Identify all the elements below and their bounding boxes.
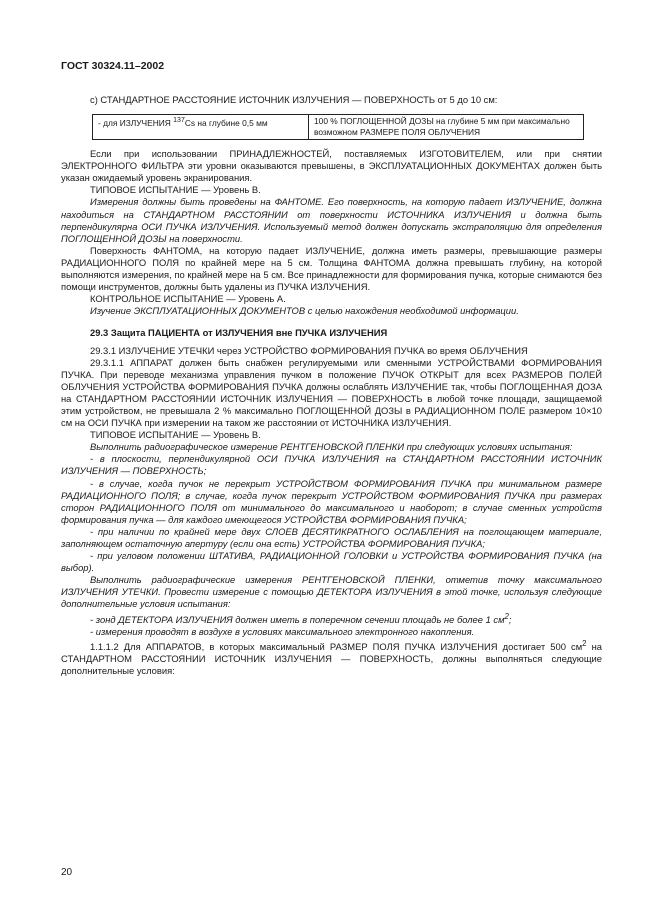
- paragraph: Измерения должны быть проведены на ФАНТОМЕ. Его поверхность, на которую падает ИЗЛУЧЕНИЕ, должна находиться на СТАНДАРТНОМ РАССТОЯНИИ от поверхности ИСТОЧНИКА ИЗЛУЧЕНИЯ и должна быть перпендикулярна ОСИ ПУЧКА ИЗЛУЧЕНИЯ. Используемый метод должен допускать экстраполяцию для определения ПОГЛОЩЕННОЙ ДОЗЫ на поверхности.: [61, 196, 602, 244]
- list-item: - при наличии по крайней мере двух СЛОЕВ ДЕСЯТИКРАТНОГО ОСЛАБЛЕНИЯ на поглощающем материале, заполняющем остаточную апертуру (если она есть) УСТРОЙСТВА ФОРМИРОВАНИЯ ПУЧКА;: [61, 525, 602, 549]
- section-heading-29-3: 29.3 Защита ПАЦИЕНТА от ИЗЛУЧЕНИЯ вне ПУЧКА ИЗЛУЧЕНИЯ: [90, 327, 388, 339]
- paragraph: Если при использовании ПРИНАДЛЕЖНОСТЕЙ, поставляемых ИЗГОТОВИТЕЛЕМ, или при снятии ЭЛЕКТРОННОГО ФИЛЬТРА эти уровни оказываются превышены, в ЭКСПЛУАТАЦИОННЫХ ДОКУМЕНТАХ должен быть указан ожидаемый уровень экранирования.: [61, 148, 602, 184]
- isotope-mass-number: 137: [173, 117, 185, 125]
- clause-29-3-1-1: 29.3.1.1 АППАРАТ должен быть снабжен регулируемыми или сменными УСТРОЙСТВАМИ ФОРМИРОВАНИЯ ПУЧКА. При переводе механизма управления пучком в положение ПУЧОК ОТКРЫТ для всех РАЗМЕРОВ ПОЛЕЙ ОБЛУЧЕНИЯ УСТРОЙСТВА ФОРМИРОВАНИЯ ПУЧКА должны ослаблять ИЗЛУЧЕНИЕ так, чтобы ПОГЛОЩЕННАЯ ДОЗА на СТАНДАРТНОМ РАССТОЯНИИ ИСТОЧНИК ИЗЛУЧЕНИЯ — ПОВЕРХНОСТЬ в любой точке площади, защищаемой этим устройством, не превышала 2 % максимально ПОГЛОЩЕННОЙ ДОЗЫ в РАДИАЦИОННОМ ПОЛЕ размером 10×10 см на ОСИ ПУЧКА при измерении на таком же расстоянии от ИСТОЧНИКА ИЗЛУЧЕНИЯ.: [61, 356, 602, 429]
- list-item: - измерения проводят в воздухе в условиях максимального электронного накопления.: [90, 625, 475, 637]
- control-test-label: КОНТРОЛЬНОЕ ИСПЫТАНИЕ — Уровень А.: [90, 293, 286, 305]
- list-item: - в случае, когда пучок не перекрыт УСТРОЙСТВОМ ФОРМИРОВАНИЯ ПУЧКА при минимальном размере РАДИАЦИОННОГО ПОЛЯ; в случае, когда пучок перекрыт УСТРОЙСТВОМ ФОРМИРОВАНИЯ ПУЧКА при размерах сторон РАДИАЦИОННОГО ПОЛЯ от минимального до максимального и наоборот; в случае сменных устройств формирования пучка — для каждого имеющегося УСТРОЙСТВА ФОРМИРОВАНИЯ ПУЧКА;: [61, 477, 602, 525]
- paragraph: Выполнить радиографические измерения РЕНТГЕНОВСКОЙ ПЛЕНКИ, отметив точку максимального ИЗЛУЧЕНИЯ УТЕЧКИ. Провести измерение с помощью ДЕТЕКТОРА ИЗЛУЧЕНИЯ в этой точке, используя следующие дополнительные условия испытания:: [61, 574, 602, 610]
- list-item: - при угловом положении ШТАТИВА, РАДИАЦИОННОЙ ГОЛОВКИ и УСТРОЙСТВА ФОРМИРОВАНИЯ ПУЧКА (на выбор).: [61, 550, 602, 574]
- paragraph: Поверхность ФАНТОМА, на которую падает ИЗЛУЧЕНИЕ, должна иметь размеры, превышающие размеры РАДИАЦИОННОГО ПОЛЯ по крайней мере на 5 см. Толщина ФАНТОМА должна превышать глубину, на которой выполняются измерения, по крайней мере на 5 см. Все принадлежности для формирования пучка, которые снимаются без помощи инструментов, должны быть удалены из ПУЧКА ИЗЛУЧЕНИЯ.: [61, 244, 602, 293]
- document-body: [61, 94, 602, 677]
- dose-table: [92, 114, 584, 140]
- table-row: [93, 115, 584, 140]
- item-c-distance: с) СТАНДАРТНОЕ РАССТОЯНИЕ ИСТОЧНИК ИЗЛУЧЕНИЯ — ПОВЕРХНОСТЬ от 5 до 10 см:: [90, 94, 498, 105]
- paragraph: Изучение ЭКСПЛУАТАЦИОННЫХ ДОКУМЕНТОВ с целью нахождения необходимой информации.: [90, 305, 519, 317]
- table-cell-dose: 100 % ПОГЛОЩЕННОЙ ДОЗЫ на глубине 5 мм при максимально возможном РАЗМЕРЕ ПОЛЯ ОБЛУЧЕНИЯ: [309, 115, 584, 140]
- clause-29-3-1: 29.3.1 ИЗЛУЧЕНИЕ УТЕЧКИ через УСТРОЙСТВО ФОРМИРОВАНИЯ ПУЧКА во время ОБЛУЧЕНИЯ: [90, 344, 528, 356]
- list-item: - зонд ДЕТЕКТОРА ИЗЛУЧЕНИЯ должен иметь в поперечном сечении площадь не более 1 $см^2$;: [90, 611, 512, 625]
- list-item: - в плоскости, перпендикулярной ОСИ ПУЧКА ИЗЛУЧЕНИЯ на СТАНДАРТНОМ РАССТОЯНИИ ИСТОЧНИК ИЗЛУЧЕНИЯ — ПОВЕРХНОСТЬ;: [61, 453, 602, 477]
- standard-code-header: ГОСТ 30324.11–2002: [61, 60, 165, 72]
- type-test-label: ТИПОВОЕ ИСПЫТАНИЕ — Уровень В.: [90, 184, 261, 196]
- paragraph: Выполнить радиографическое измерение РЕНТГЕНОВСКОЙ ПЛЕНКИ при следующих условиях испытания:: [90, 441, 573, 453]
- type-test-label: ТИПОВОЕ ИСПЫТАНИЕ — Уровень В.: [90, 429, 261, 441]
- table-cell-radiation: - для ИЗЛУЧЕНИЯ $^{137}$Cs на глубине 0,5 мм: [93, 115, 309, 140]
- page-number: 20: [61, 867, 73, 878]
- clause-1-1-1-2: 1.1.1.2 Для АППАРАТОВ, в которых максимальный РАЗМЕР ПОЛЯ ПУЧКА ИЗЛУЧЕНИЯ достигает 500 $см^2$ на СТАНДАРТНОМ РАССТОЯНИИ ИСТОЧНИК ИЗЛУЧЕНИЯ — ПОВЕРХНОСТЬ, должны выполняться следующие дополнительные условия:: [61, 638, 603, 677]
